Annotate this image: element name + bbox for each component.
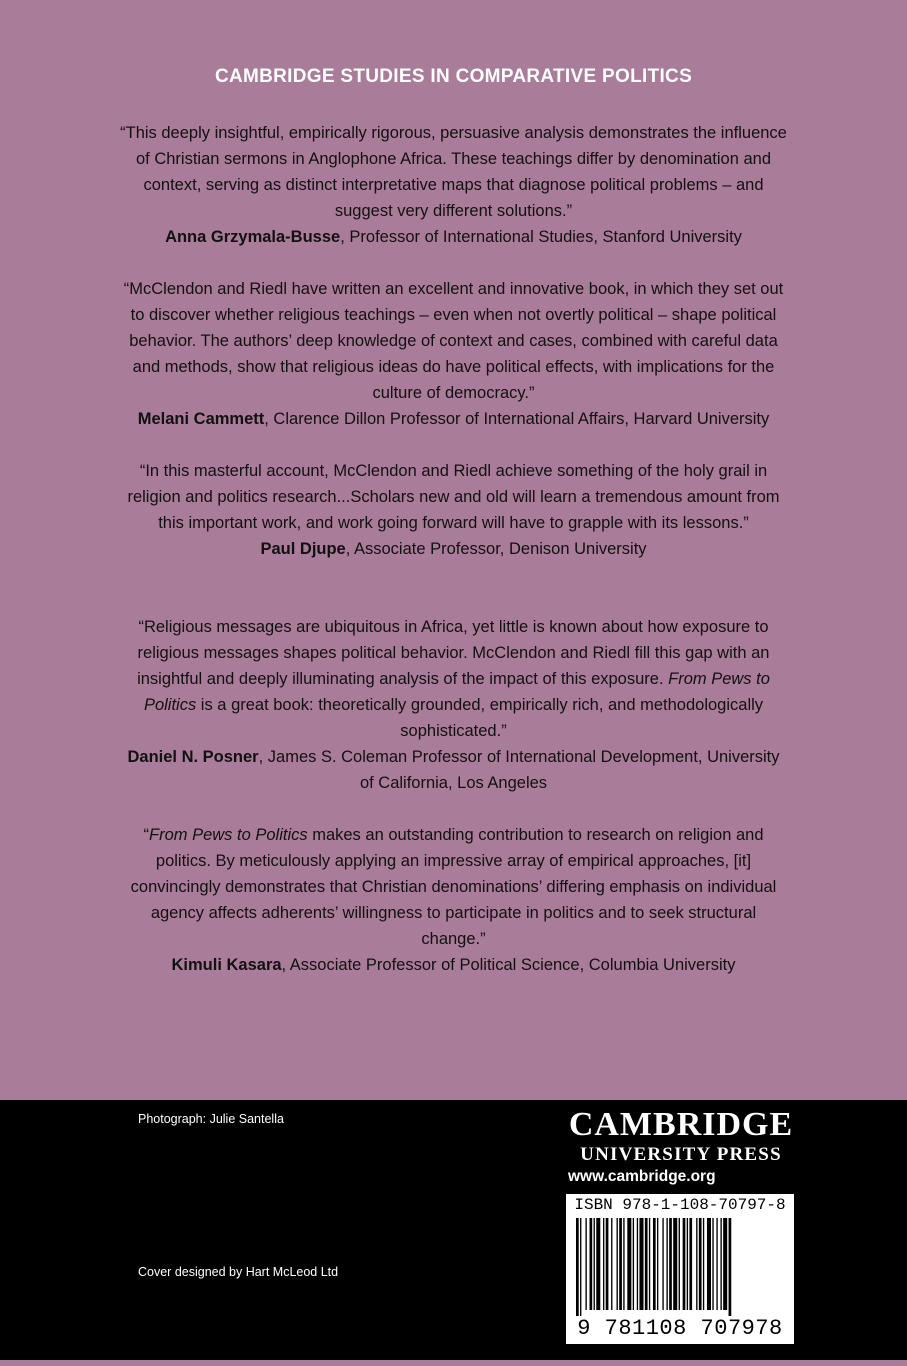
endorsement-blurb — [120, 276, 787, 432]
endorsement-blurb — [120, 458, 787, 562]
barcode-bar — [594, 1218, 595, 1310]
barcode-bar — [703, 1218, 704, 1310]
blurb-quote: “In this masterful account, McClendon and Riedl achieve something of the holy grail in religion and politics research...Scholars new and old will learn a tremendous amount from this important work, and work going forward will have to grapple with its lessons.” — [127, 462, 780, 532]
barcode-bar — [639, 1218, 643, 1310]
barcode-bar — [623, 1218, 624, 1310]
barcode-bar — [611, 1218, 612, 1310]
endorser-affiliation: , Professor of International Studies, Stanford University — [340, 228, 742, 246]
blurb-quote: “McClendon and Riedl have written an excellent and innovative book, in which they set out to discover whether religious teachings – even when not overtly political – shape political behavior. The authors’ deep knowledge of context and cases, combined with careful data and methods, show that religious ideas do have political effects, with implications for the culture of democracy.” — [123, 280, 784, 402]
blurb-quote: “Religious messages are ubiquitous in Africa, yet little is known about how exposure to religious messages shapes political behavior. McClendon and Riedl fill this gap with an insightful and deeply illuminating analysis of the impact of this exposure. — [137, 618, 770, 688]
barcode-bar — [689, 1218, 692, 1310]
endorser-affiliation: , James S. Coleman Professor of International Development, University of California, Los Angeles — [258, 748, 780, 792]
barcode-bar — [687, 1218, 688, 1310]
endorser-name: Daniel N. Posner — [127, 748, 259, 766]
endorsement-blurb — [120, 614, 787, 796]
barcode-digits: 9 781108 707978 > — [577, 1316, 783, 1366]
barcode-bar — [603, 1218, 604, 1310]
endorser-name: Paul Djupe — [260, 540, 346, 558]
endorser-name: Kimuli Kasara — [171, 956, 282, 974]
photo-credit: Photograph: Julie Santella — [138, 1112, 284, 1126]
barcode-bar — [662, 1218, 663, 1310]
barcode-bar — [585, 1218, 586, 1310]
publisher-name: CAMBRIDGE — [568, 1106, 794, 1143]
barcode-bar — [683, 1218, 686, 1310]
endorser-affiliation: , Associate Professor of Political Science, Columbia University — [281, 956, 736, 974]
publisher-url: www.cambridge.org — [568, 1168, 716, 1185]
barcode-bar — [666, 1218, 667, 1310]
barcode-bar — [590, 1218, 593, 1310]
endorser-name: Anna Grzymala-Busse — [165, 228, 341, 246]
barcode-bar — [606, 1218, 609, 1310]
blurb-quote-continued: is a great book: theoretically grounded, empirically rich, and methodologically sophisticated.” — [196, 696, 764, 740]
barcode-bar — [669, 1218, 672, 1310]
barcode-bars — [576, 1218, 784, 1316]
cover-footer-panel — [0, 1100, 907, 1366]
endorser-affiliation: , Clarence Dillon Professor of International Affairs, Harvard University — [264, 410, 770, 428]
series-title: CAMBRIDGE STUDIES IN COMPARATIVE POLITICS — [214, 66, 693, 87]
barcode-bar — [617, 1218, 618, 1310]
barcode-bar — [696, 1218, 697, 1310]
barcode-bar — [707, 1218, 711, 1310]
endorsement-blurb — [120, 120, 787, 250]
book-title: From Pews to Politics — [143, 670, 770, 714]
endorser-affiliation: , Associate Professor, Denison University — [345, 540, 647, 558]
barcode-bar — [596, 1218, 600, 1310]
barcode-bar — [712, 1218, 713, 1310]
isbn-number: ISBN 978-1-108-70797-8 — [574, 1196, 786, 1214]
barcode-bar — [720, 1218, 721, 1310]
blurb-quote: “This deeply insightful, empirically rigorous, persuasive analysis demonstrates the influence of Christian sermons in Anglophone Africa. These teachings differ by denomination and context, serving as distinct interpretative maps that diagnose political problems – and suggest very different solutions.” — [120, 124, 787, 220]
barcode-bar — [653, 1218, 656, 1310]
barcode-bar — [645, 1218, 648, 1310]
barcode-bar — [716, 1218, 717, 1310]
barcode-bar — [637, 1218, 638, 1310]
quote-open-mark: “ — [143, 826, 149, 844]
endorser-name: Melani Cammett — [137, 410, 265, 428]
barcode-bar — [619, 1218, 622, 1310]
barcode-bar — [633, 1218, 634, 1310]
barcode-bar — [649, 1218, 650, 1310]
publisher-subtitle: UNIVERSITY PRESS — [580, 1144, 782, 1165]
blurb-quote-continued: makes an outstanding contribution to research on religion and politics. By meticulously applying an impressive array of empirical approaches, [it] convincingly demonstrates that Christian denominations’ differing emphasis on individual agency affects adherents’ willingness to participate in politics and to seek structural change.” — [130, 826, 777, 948]
barcode-bar — [723, 1218, 727, 1310]
isbn-barcode — [566, 1194, 794, 1366]
publisher-logo — [566, 1106, 796, 1166]
barcode-bar — [627, 1218, 631, 1310]
barcode-bar — [729, 1218, 732, 1316]
design-credit: Cover designed by Hart McLeod Ltd — [138, 1265, 339, 1279]
barcode-bar — [657, 1218, 658, 1310]
barcode-bar — [699, 1218, 702, 1310]
barcode-bar — [576, 1218, 579, 1316]
barcode-bar — [679, 1218, 680, 1310]
book-title: From Pews to Politics — [149, 826, 308, 844]
barcode-bar — [580, 1218, 581, 1316]
barcode-bar — [673, 1218, 677, 1310]
endorsement-blurb — [120, 822, 787, 978]
